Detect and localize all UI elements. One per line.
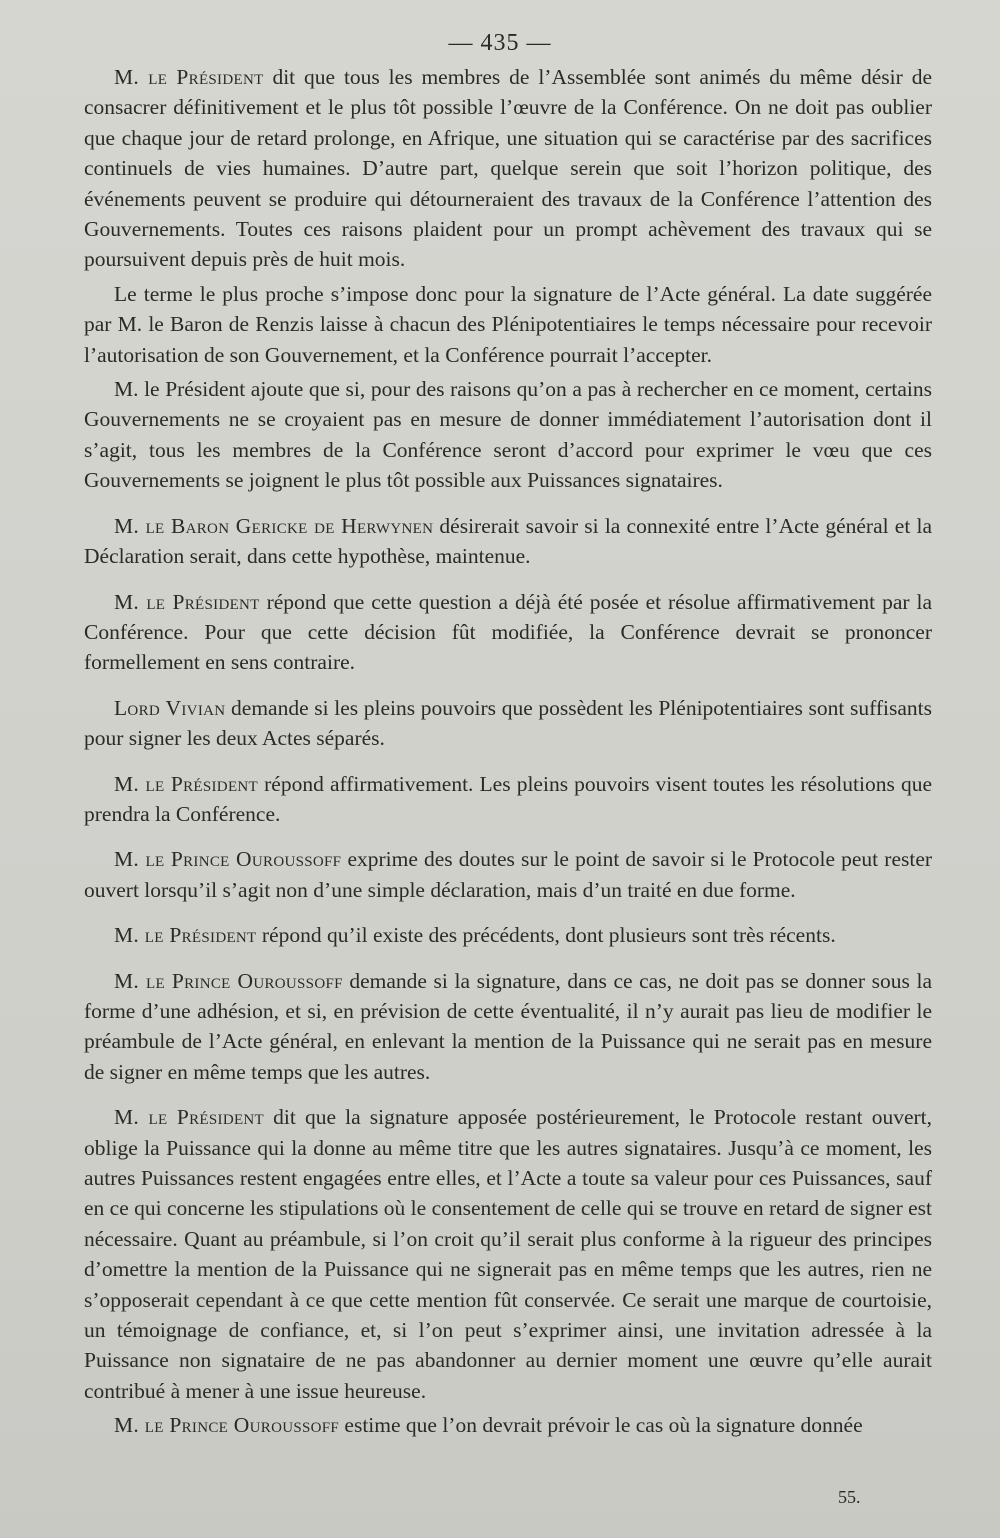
- body-text: [84, 62, 932, 1441]
- paragraph: [84, 1102, 932, 1406]
- paragraph-text: estime que l’on devrait prévoir le cas où la signature donnée: [344, 1413, 863, 1438]
- speaker-name: M. le Président: [114, 923, 257, 948]
- speaker-name: M. le Président: [114, 1105, 265, 1130]
- paragraph: [84, 769, 932, 830]
- paragraph-text: répond que cette question a déjà été posée et résolue affirmativement par la Conférence. Pour que cette décision fût modifiée, la Conférence devrait se prononcer formellement en sens contraire.: [84, 589, 932, 675]
- speaker-name: M. le Président: [114, 589, 260, 614]
- paragraph: [84, 62, 932, 275]
- paragraph: [84, 279, 932, 370]
- paragraph: [84, 1410, 932, 1440]
- speaker-name: Lord Vivian: [114, 695, 226, 720]
- paragraph-text: répond affirmativement. Les pleins pouvoirs visent toutes les résolutions que prendra la Conférence.: [84, 771, 933, 826]
- signature-mark: 55.: [838, 1487, 861, 1507]
- speaker-name: M. le Prince Ouroussoff: [114, 847, 342, 872]
- paragraph-text: demande si la signature, dans ce cas, ne doit pas se donner sous la forme d’une adhésion, et si, en prévision de cette éventualité, il n’y aurait pas lieu de modifier le préambule de l’Acte général, en enlevant la mention de la Puissance qui ne serait pas en mesure de signer en même temps que les autres.: [84, 968, 932, 1084]
- paragraph-text: répond qu’il existe des précédents, dont plusieurs sont très récents.: [261, 923, 836, 948]
- paragraph: [84, 844, 932, 905]
- paragraph-text: exprime des doutes sur le point de savoir si le Protocole peut rester ouvert lorsqu’il s’agit non d’une simple déclaration, mais d’un traité en due forme.: [84, 847, 933, 902]
- paragraph: [84, 693, 932, 754]
- paragraph-text: dit que tous les membres de l’Assemblée sont animés du même désir de consacrer définitivement et le plus tôt possible l’œuvre de la Conférence. On ne doit pas oublier que chaque jour de retard prolonge, en Afrique, une situation qui se caractérise par des sacrifices continuels de vies humaines. D’autre part, quelque serein que soit l’horizon politique, des événements peuvent se produire qui détourneraient des travaux de la Conférence l’attention des Gouvernements. Toutes ces raisons plaident pour un prompt achèvement des travaux qui se poursuivent depuis près de huit mois.: [84, 65, 932, 272]
- speaker-name: M. le Président: [114, 65, 264, 89]
- paragraph-text: désirerait savoir si la connexité entre l’Acte général et la Déclaration serait, dans cette hypothèse, maintenue.: [84, 513, 932, 569]
- paragraph-text: Le terme le plus proche s’impose donc pour la signature de l’Acte général. La date suggérée par M. le Baron de Renzis laisse à chacun des Plénipotentiaires le temps nécessaire pour recevoir l’autorisation de son Gouvernement, et la Conférence pourrait l’accepter.: [84, 281, 932, 367]
- speaker-name: M. le Prince Ouroussoff: [114, 968, 343, 993]
- speaker-name: M. le Prince Ouroussoff: [114, 1413, 340, 1438]
- speaker-name: M. le Président: [114, 771, 259, 796]
- paragraph-text: demande si les pleins pouvoirs que possèdent les Plénipotentiaires sont suffisants pour signer les deux Actes séparés.: [84, 695, 932, 751]
- paragraph: [84, 966, 932, 1088]
- paragraph: [84, 374, 932, 496]
- page-number: — 435 —: [448, 30, 552, 56]
- speaker-name: M. le Baron Gericke de Herwynen: [114, 513, 434, 538]
- paragraph-text: M. le Président ajoute que si, pour des raisons qu’on a pas à rechercher en ce moment, certains Gouvernements ne se croyaient pas en mesure de donner immédiatement l’autorisation dont il s’agit, tous les membres de la Conférence seront d’accord pour exprimer le vœu que ces Gouvernements se joignent le plus tôt possible aux Puissances signataires.: [84, 377, 932, 493]
- paragraph: [84, 511, 932, 572]
- paragraph-text: dit que la signature apposée postérieurement, le Protocole restant ouvert, oblige la Puissance qui la donne au même titre que les autres signataires. Jusqu’à ce moment, les autres Puissances restent engagées entre elles, et l’Acte a toute sa valeur pour ces Puissances, sauf en ce qui concerne les stipulations où le consentement de celle qui se trouve en retard de signer est nécessaire. Quant au préambule, si l’on croit qu’il serait plus conforme à la rigueur des principes d’omettre la mention de la Puissance qui ne signerait pas en même temps que les autres, rien ne s’opposerait cependant à ce que cette mention fût conservée. Ce serait une marque de courtoisie, un témoignage de confiance, et, si l’on peut s’exprimer ainsi, une invitation adressée à la Puissance non signataire de ne pas abandonner au dernier moment une œuvre qu’elle aurait contribué à mener à une issue heureuse.: [84, 1105, 932, 1403]
- paragraph: [84, 587, 932, 678]
- paragraph: [84, 920, 932, 950]
